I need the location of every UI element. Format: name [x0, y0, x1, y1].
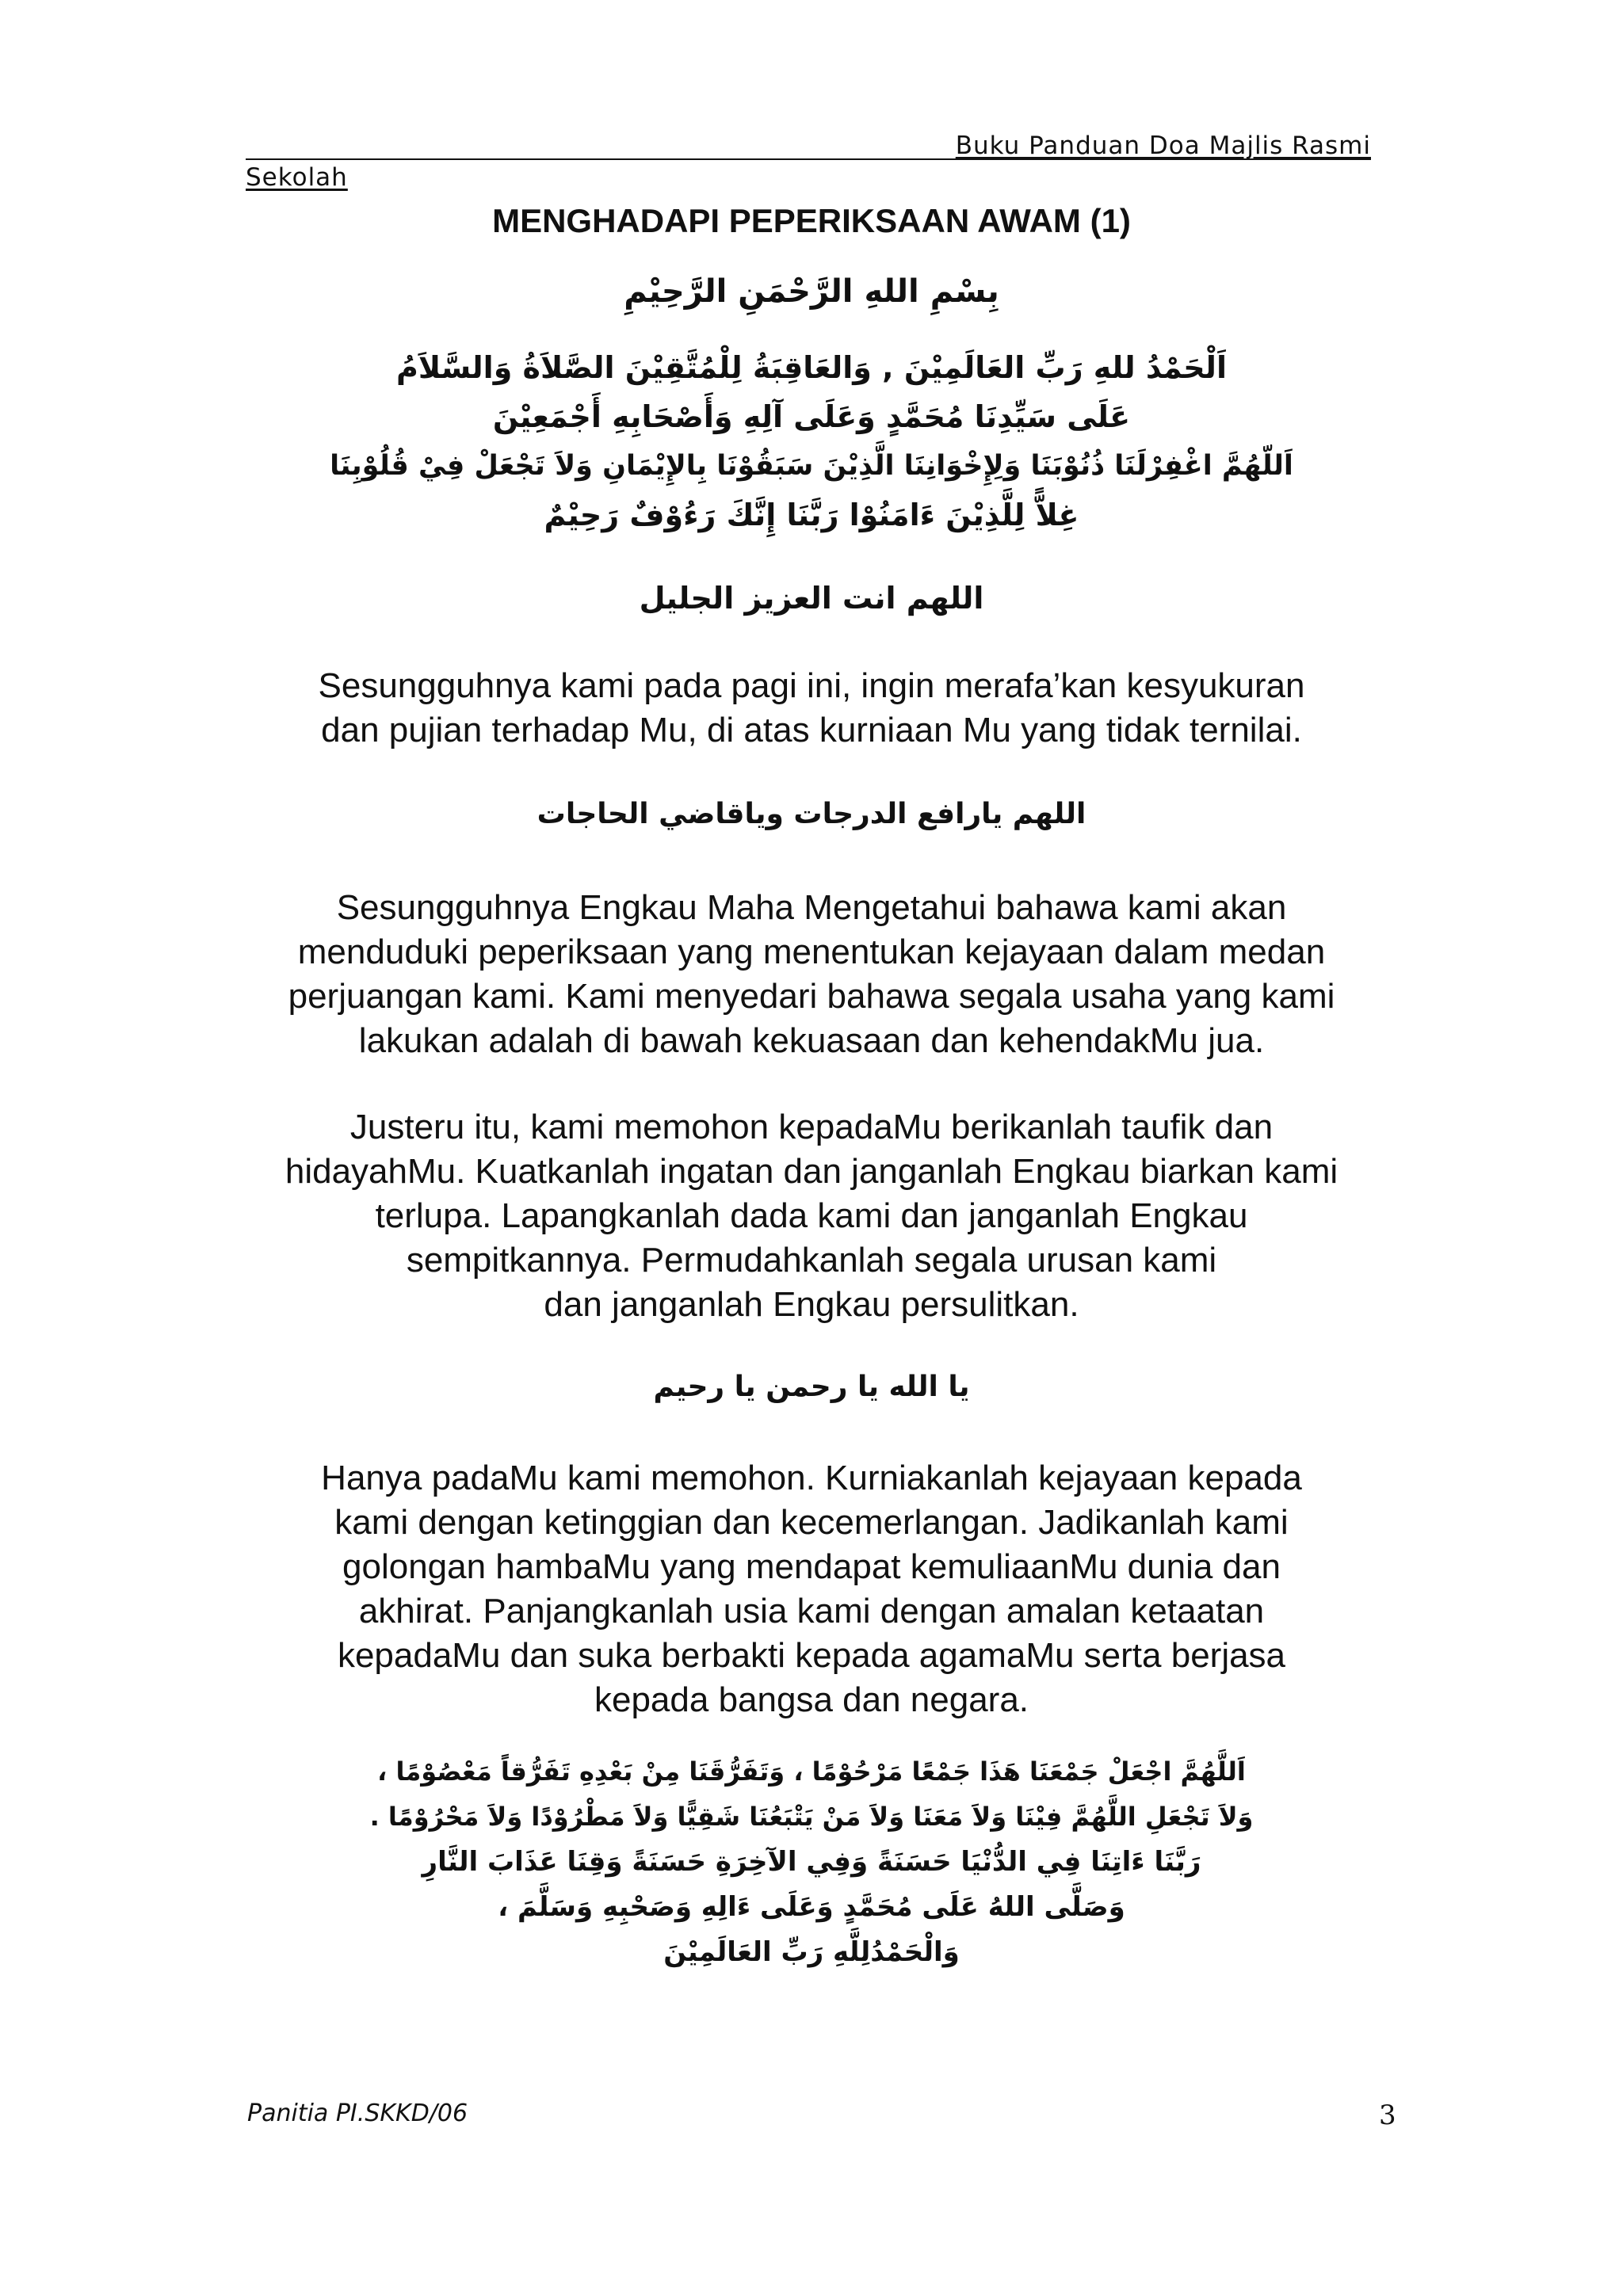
invocation-3: يا الله يا رحمن يا رحيم	[653, 1371, 970, 1403]
paragraph-line: Sesungguhnya kami pada pagi ini, ingin merafa’kan kesyukuran	[318, 666, 1305, 705]
paragraph-line: perjuangan kami. Kami menyedari bahawa segala usaha yang kami	[288, 977, 1335, 1016]
header-rule	[246, 158, 1371, 160]
closing-line: رَبَّنَا ءَاتِنَا فِي الدُّنْيَا حَسَنَةً وَفِي الآخِرَةِ حَسَنَةً وَقِنَا عَذَابَ النَّارِ	[422, 1846, 1201, 1878]
paragraph-4	[238, 1456, 1385, 1722]
paragraph-3	[238, 1105, 1385, 1327]
basmalah: بِسْمِ اللهِ الرَّحْمَنِ الرَّحِيْمِ	[624, 273, 999, 310]
paragraph-line: hidayahMu. Kuatkanlah ingatan dan janganlah Engkau biarkan kami	[285, 1152, 1338, 1191]
paragraph-line: dan pujian terhadap Mu, di atas kurniaan Mu yang tidak ternilai.	[321, 711, 1302, 749]
paragraph-line: menduduki peperiksaan yang menentukan kejayaan dalam medan	[297, 933, 1326, 971]
closing-line: وَصَلَّى اللهُ عَلَى مُحَمَّدٍ وَعَلَى ءَالِهِ وَصَحْبِهِ وَسَلَّمَ ،	[498, 1891, 1125, 1923]
paragraph-line: Hanya padaMu kami memohon. Kurniakanlah kejayaan kepada	[321, 1459, 1302, 1497]
opening-prayer	[238, 343, 1385, 540]
paragraph-line: kami dengan ketinggian dan kecemerlangan. Jadikanlah kami	[334, 1503, 1289, 1542]
opening-line: اَلْحَمْدُ للهِ رَبِّ العَالَمِيْنَ , وَالعَاقِبَةُ لِلْمُتَّقِيْنَ الصَّلاَةُ وَالسَّلاَمُ	[396, 350, 1227, 385]
paragraph-1	[238, 664, 1385, 753]
page-title: MENGHADAPI PEPERIKSAAN AWAM (1)	[492, 202, 1131, 239]
paragraph-line: kepada bangsa dan negara.	[594, 1680, 1029, 1719]
opening-line: عَلَى سَيِّدِنَا مُحَمَّدٍ وَعَلَى آلِهِ وَأَصْحَابِهِ أَجْمَعِيْنَ	[492, 399, 1131, 434]
paragraph-line: akhirat. Panjangkanlah usia kami dengan amalan ketaatan	[358, 1592, 1265, 1630]
paragraph-line: dan janganlah Engkau persulitkan.	[544, 1285, 1079, 1324]
invocation-1: اللهم انت العزيز الجليل	[639, 581, 984, 616]
paragraph-line: terlupa. Lapangkanlah dada kami dan janganlah Engkau	[375, 1196, 1248, 1235]
closing-line: وَلاَ تَجْعَلِ اللَّهُمَّ فِيْنَا وَلاَ مَعَنَا وَلاَ مَنْ يَتْبَعُنَا شَقِيًّا وَلاَ مَطْرُوْدًا وَلاَ مَحْرُوْمًا .	[369, 1802, 1254, 1832]
opening-line: اَللّهُمَّ اغْفِرْلَنَا ذُنُوْبَنَا وَلِإِخْوَانِنَا الَّذِيْنَ سَبَقُوْنَا بِالإِيْمَانِ وَلاَ تَجْعَلْ فِيْ قُلُوْبِنَا	[330, 450, 1293, 482]
paragraph-line: Sesungguhnya Engkau Maha Mengetahui bahawa kami akan	[336, 888, 1287, 927]
opening-line: غِلاًّ لِلَّذِيْنَ ءَامَنُوْا رَبَّنَا إِنَّكَ رَءُوْفٌ رَحِيْمٌ	[544, 498, 1079, 532]
closing-line: اَللَّهُمَّ اجْعَلْ جَمْعَنَا هَذَا جَمْعًا مَرْحُوْمًا ، وَتَفَرُّقَنَا مِنْ بَعْدِهِ تَفَرُّقاً مَعْصُوْمًا ،	[377, 1756, 1246, 1787]
paragraph-2	[238, 886, 1385, 1063]
running-header-title: Buku Panduan Doa Majlis Rasmi	[955, 132, 1371, 160]
paragraph-line: sempitkannya. Permudahkanlah segala urusan kami	[406, 1241, 1217, 1280]
paragraph-line: kepadaMu dan suka berbakti kepada agamaMu serta berjasa	[337, 1636, 1286, 1675]
page-number: 3	[1379, 2100, 1396, 2131]
paragraph-line: golongan hambaMu yang mendapat kemuliaanMu dunia dan	[342, 1547, 1281, 1586]
paragraph-line: Justeru itu, kami memohon kepadaMu berikanlah taufik dan	[349, 1108, 1274, 1146]
footer-committee: Panitia PI.SKKD/06	[247, 2100, 468, 2127]
invocation-2: اللهم يارافع الدرجات وياقاضي الحاجات	[537, 798, 1086, 830]
closing-line: وَالْحَمْدُلِلَّهِ رَبِّ العَالَمِيْنَ	[663, 1936, 960, 1968]
paragraph-line: lakukan adalah di bawah kekuasaan dan kehendakMu jua.	[358, 1021, 1265, 1060]
closing-prayer	[238, 1749, 1385, 1975]
running-header-continuation: Sekolah	[246, 163, 348, 192]
